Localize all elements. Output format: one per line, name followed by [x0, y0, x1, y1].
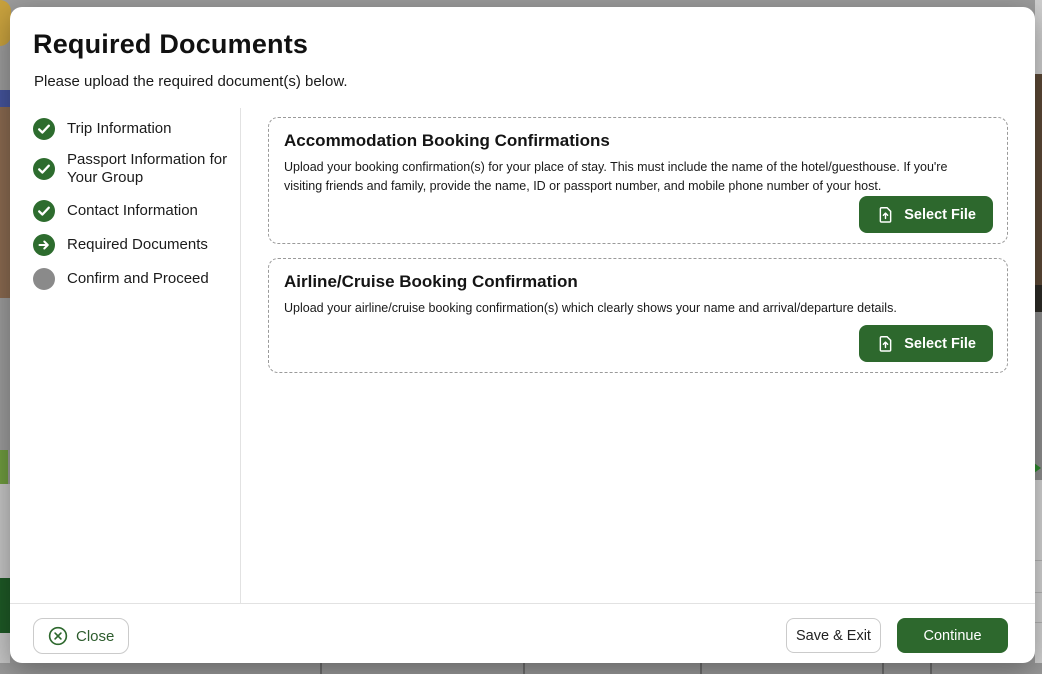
step-label: Required Documents: [67, 236, 208, 253]
document-description: Upload your booking confirmation(s) for your place of stay. This must include the name of the hotel/guesthouse. If you're visiting friends and family, provide the name, ID or passport number, and mobile phone number of your host.: [284, 160, 948, 193]
step-label: Trip Information: [67, 120, 172, 137]
background-photo-left: [0, 107, 10, 298]
sidebar-item-confirm-and-proceed[interactable]: [33, 267, 235, 291]
background-green-fragment: [0, 450, 8, 484]
background-table-strip: [0, 663, 1042, 674]
required-documents-modal: [10, 7, 1035, 663]
select-file-label: Select File: [904, 335, 976, 352]
background-gray-strip-right: [1035, 312, 1042, 480]
step-label: Passport Information for Your Group: [67, 151, 228, 186]
background-table-border: [523, 663, 525, 674]
background-panel-right-top: [1035, 0, 1042, 74]
circle-x-icon: [48, 626, 68, 646]
step-label: Confirm and Proceed: [67, 270, 209, 287]
document-title: Accommodation Booking Confirmations: [284, 131, 610, 150]
background-panel-left-lower: [0, 633, 10, 663]
check-circle-icon: [33, 200, 55, 222]
airline-cruise-upload-box: [268, 258, 1008, 373]
sidebar-item-required-documents[interactable]: [33, 233, 235, 257]
select-file-button-accommodation[interactable]: [859, 196, 993, 233]
page-subtitle: Please upload the required document(s) below.: [34, 73, 348, 90]
close-button[interactable]: [33, 618, 129, 654]
accommodation-upload-box: [268, 117, 1008, 244]
close-label: Close: [76, 627, 115, 645]
document-title: Airline/Cruise Booking Confirmation: [284, 272, 578, 291]
save-exit-button[interactable]: Save & Exit: [786, 618, 881, 653]
background-table-border: [882, 663, 884, 674]
sidebar-item-passport-information[interactable]: [33, 149, 235, 189]
background-row-line: [1035, 560, 1042, 561]
select-file-button-airline-cruise[interactable]: [859, 325, 993, 362]
gray-dot-icon: [33, 268, 55, 290]
select-file-label: Select File: [904, 206, 976, 223]
background-green-block-left: [0, 578, 10, 633]
background-dark-strip-right: [1035, 285, 1042, 312]
background-blue-strip: [0, 90, 10, 107]
page-title: Required Documents: [33, 29, 309, 59]
document-description: Upload your airline/cruise booking confirmation(s) which clearly shows your name and arrival/departure details.: [284, 301, 897, 315]
background-panel-right-bottom: [1035, 480, 1042, 663]
file-upload-icon: [876, 205, 895, 224]
check-circle-icon: [33, 118, 55, 140]
continue-button[interactable]: Continue: [897, 618, 1008, 653]
background-table-border: [930, 663, 932, 674]
file-upload-icon: [876, 334, 895, 353]
step-label: Contact Information: [67, 202, 198, 219]
background-table-border: [320, 663, 322, 674]
sidebar-divider: [240, 108, 241, 603]
check-circle-icon: [33, 158, 55, 180]
background-panel-left: [0, 484, 10, 578]
background-table-border: [700, 663, 702, 674]
footer-divider: [10, 603, 1035, 604]
background-row-line: [1035, 622, 1042, 623]
sidebar-item-contact-information[interactable]: [33, 199, 235, 223]
background-photo-right: [1035, 74, 1042, 285]
background-row-line: [1035, 592, 1042, 593]
arrow-right-circle-icon: [33, 234, 55, 256]
sidebar-item-trip-information[interactable]: [33, 117, 235, 141]
carousel-arrow-icon: [1034, 463, 1041, 473]
